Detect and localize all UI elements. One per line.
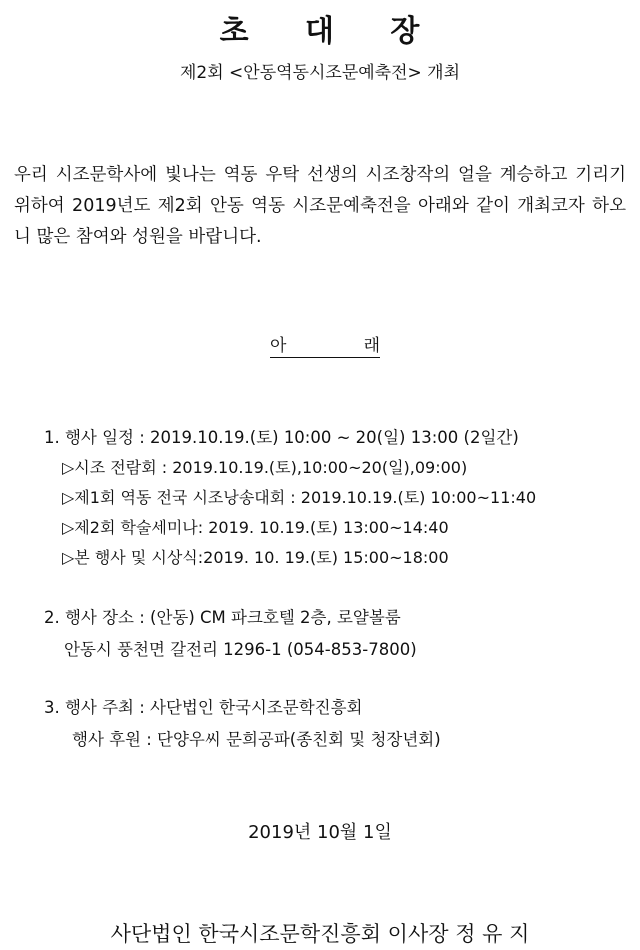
issue-date: 2019년 10월 1일 xyxy=(248,822,392,843)
schedule-sub-seminar: ▷제2회 학술세미나: 2019. 10.19.(토) 13:00~14:40 xyxy=(62,518,449,537)
document-title: 초 대 장 xyxy=(219,14,421,49)
schedule-sub-exhibition: ▷시조 전람회 : 2019.10.19.(토),10:00~20(일),09:00) xyxy=(62,458,468,477)
notice-heading-left: 아 xyxy=(270,336,287,356)
venue-address: 안동시 풍천면 갈전리 1296-1 (054-853-7800) xyxy=(64,640,417,659)
event-subtitle: 제2회 <안동역동시조문예축전> 개최 xyxy=(179,63,461,83)
schedule-line: 1. 행사 일정 : 2019.10.19.(토) 10:00 ~ 20(일) 13:00 (2일간) xyxy=(44,428,519,447)
notice-heading xyxy=(270,331,380,358)
intro-paragraph: 우리 시조문학사에 빛나는 역동 우탁 선생의 시조창작의 얼을 계승하고 기리기 위하여 2019년도 제2회 안동 역동 시조문예축전을 아래와 같이 개최코자 하오니 많은 참여와 성원을 바랍니다. xyxy=(14,165,626,247)
schedule-sub-ceremony: ▷본 행사 및 시상식:2019. 10. 19.(토) 15:00~18:00 xyxy=(62,548,449,567)
notice-heading-right: 래 xyxy=(363,336,380,356)
organizer-host: 3. 행사 주최 : 사단법인 한국시조문학진흥회 xyxy=(44,698,363,717)
organizer-sponsor: 행사 후원 : 단양우씨 문희공파(종친회 및 청장년회) xyxy=(72,730,441,749)
signature-line: 사단법인 한국시조문학진흥회 이사장 정 유 지 xyxy=(110,922,530,946)
venue-line: 2. 행사 장소 : (안동) CM 파크호텔 2층, 로얄볼룸 xyxy=(44,608,401,627)
schedule-sub-recitation: ▷제1회 역동 전국 시조낭송대회 : 2019.10.19.(토) 10:00~11:40 xyxy=(62,488,537,507)
